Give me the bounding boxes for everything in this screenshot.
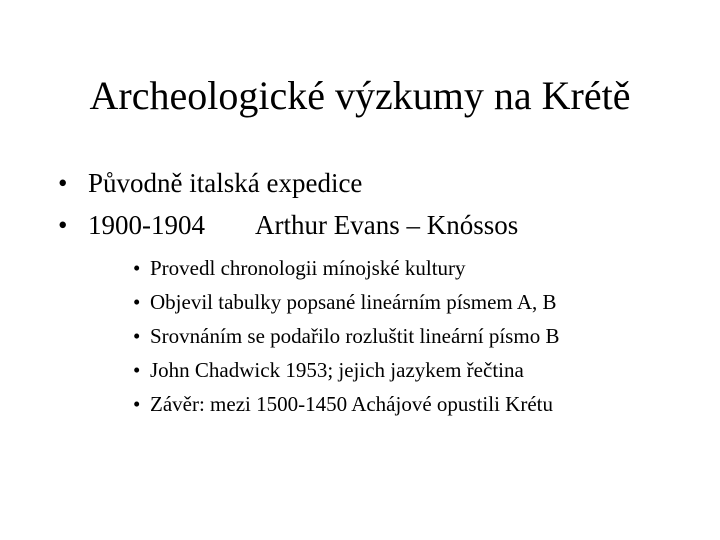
bullet-icon: • [133,324,141,348]
sub-bullet-list [133,251,559,421]
bullet-text: Provedl chronologii mínojské kultury [150,256,466,280]
list-item [133,319,559,353]
list-item [133,285,559,319]
bullet-text: Původně italská expedice [88,168,363,198]
bullet-text: Srovnáním se podařilo rozluštit lineární písmo B [150,324,560,348]
bullet-icon: • [58,210,68,240]
bullet-icon: • [133,256,141,280]
bullet-text: John Chadwick 1953; jejich jazykem řečtina [150,358,524,382]
list-item [133,387,559,421]
bullet-icon: • [133,392,141,416]
bullet-icon: • [133,358,141,382]
bullet-icon: • [58,168,68,198]
slide-title: Archeologické výzkumy na Krétě [89,73,631,118]
list-item [58,162,518,204]
list-item [133,251,559,285]
main-bullet-list [58,162,518,246]
list-item [133,353,559,387]
bullet-icon: • [133,290,141,314]
bullet-text: Závěr: mezi 1500-1450 Achájové opustili Krétu [150,392,553,416]
list-item [58,204,518,246]
bullet-text: Arthur Evans – Knóssos [255,210,519,240]
bullet-years: 1900-1904 [88,210,205,240]
bullet-text: Objevil tabulky popsané lineárním písmem A, B [150,290,557,314]
